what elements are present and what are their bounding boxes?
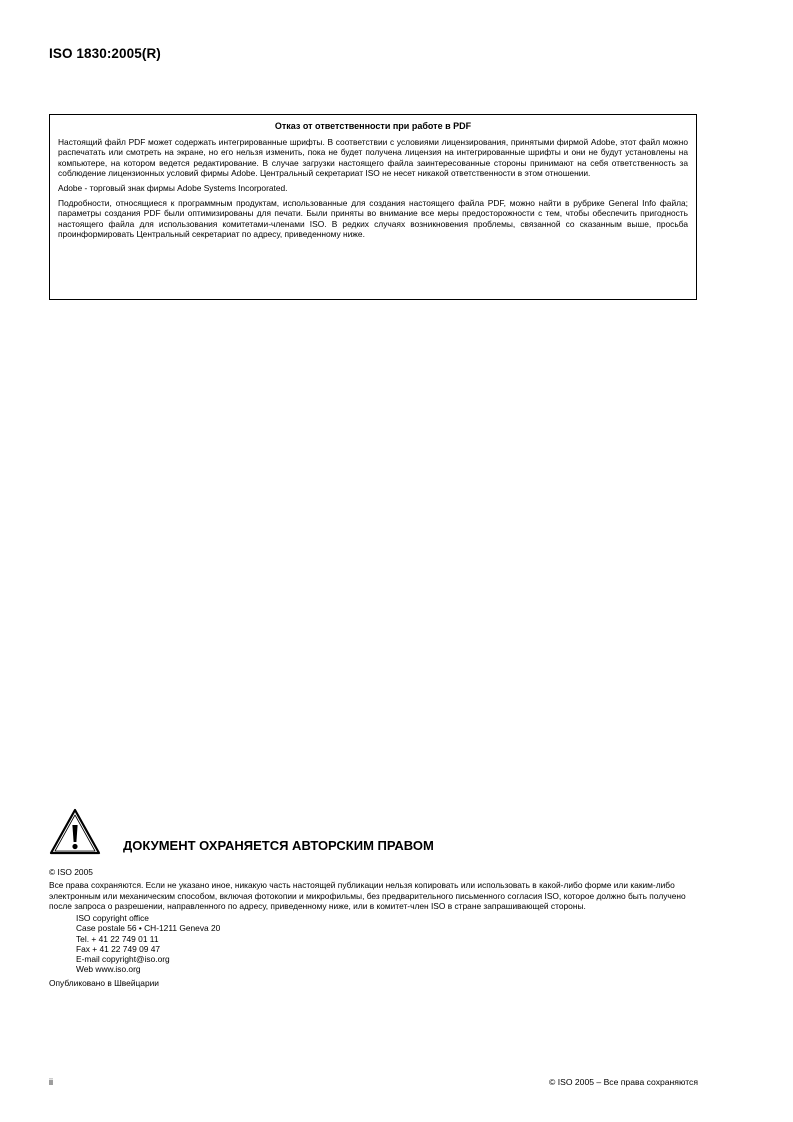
address-email: E-mail copyright@iso.org: [76, 954, 170, 964]
address-web: Web www.iso.org: [76, 964, 141, 975]
address-tel: Tel. + 41 22 749 01 11: [76, 933, 159, 944]
address-postal: Case postale 56 • CH-1211 Geneva 20: [76, 923, 221, 934]
address-office: ISO copyright office: [76, 913, 149, 924]
rights-reserved-text: Все права сохраняются. Если не указано иное, никакую часть настоящей публикации нельзя копировать или использовать в какой-либо форме или каким-либо электронным или механическим способом, включая фотокопии и микрофильмы, без предварительного письменного согласия ISO, которое должно быть получено после запроса о разрешении, направленного по адресу, приведенному ниже, или в комитет-член ISO в стране запрашивающей стороны.: [49, 880, 686, 911]
address-fax: Fax + 41 22 749 09 47: [76, 943, 161, 954]
iso-address: [49, 913, 699, 974]
disclaimer-title: Отказ от ответственности при работе в PDF: [274, 121, 472, 131]
document-id-header: ISO 1830:2005(R): [49, 46, 161, 61]
published-in: Опубликовано в Швейцарии: [49, 978, 159, 989]
warning-triangle-icon: [49, 808, 101, 856]
disclaimer-paragraph-trademark: Adobe - торговый знак фирмы Adobe Systems Incorporated.: [58, 183, 288, 194]
copyright-year: © ISO 2005: [49, 867, 93, 877]
pdf-disclaimer-box: [49, 114, 697, 300]
footer-copyright: © ISO 2005 – Все права сохраняются: [548, 1077, 698, 1087]
page-number: ii: [49, 1077, 53, 1087]
disclaimer-paragraph-fonts: Настоящий файл PDF может содержать интегрированные шрифты. В соответствии с условиями лицензирования, принятыми фирмой Adobe, этот файл можно распечатать или смотреть на экране, но его нельзя изменить, пока не будет получена лицензия на интегрированные шрифты и они не будут установлены на компьютере, на котором ведется редактирование. В случае загрузки настоящего файла заинтересованные стороны принимают на себя ответственность за соблюдение лицензионных условий фирмы Adobe. Центральный секретариат ISO не несет никакой ответственности в этом отношении.: [58, 137, 688, 178]
copyright-heading: ДОКУМЕНТ ОХРАНЯЕТСЯ АВТОРСКИМ ПРАВОМ: [123, 838, 434, 853]
disclaimer-paragraph-details: Подробности, относящиеся к программным продуктам, использованные для создания настоящего файла PDF, можно найти в рубрике General Info файла; параметры создания PDF были оптимизированы для печати. Были приняты во внимание все меры предосторожности с тем, чтобы обеспечить пригодность настоящего файла для использования комитетами-членами ISO. В редких случаях возникновения проблемы, связанной со сказанным выше, просьба проинформировать Центральный секретариат по адресу, приведенному ниже.: [58, 198, 688, 239]
copyright-block: [49, 867, 699, 989]
